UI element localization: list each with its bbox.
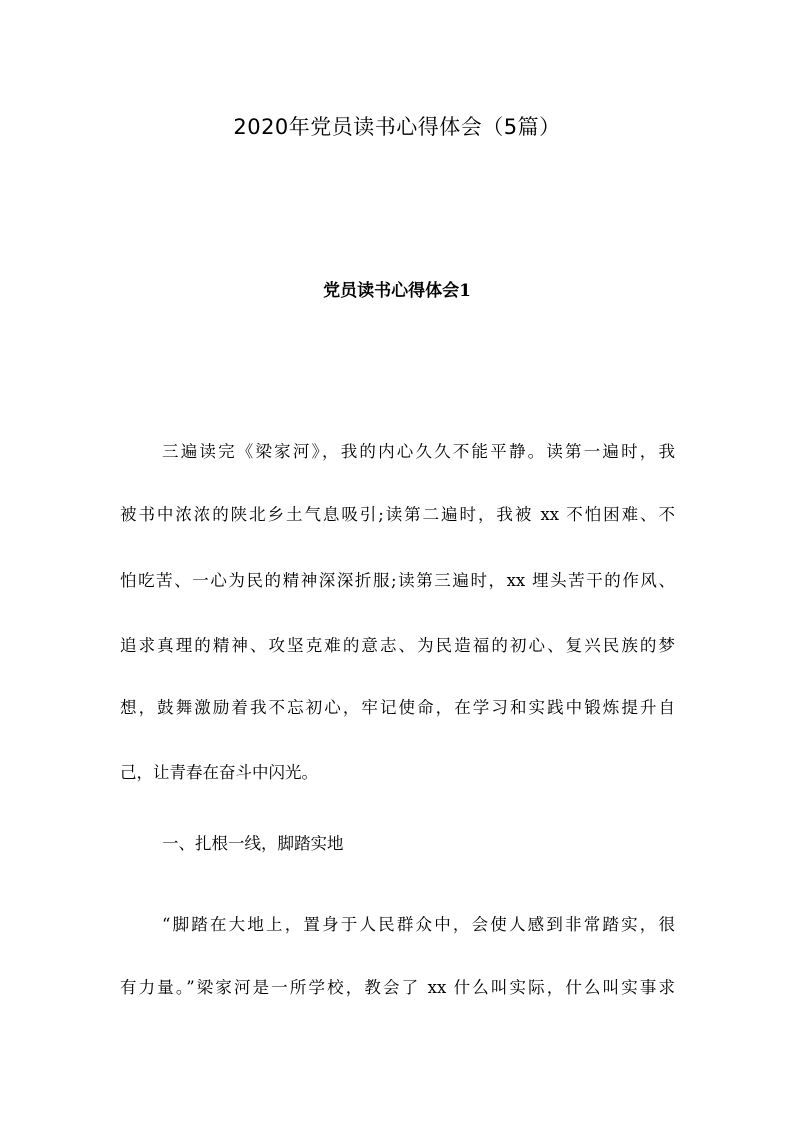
paragraph-line: 怕吃苦、一心为民的精神深深折服;读第三遍时，xx 埋头苦干的作风、: [120, 571, 675, 590]
paragraph-line: 己，让青春在奋斗中闪光。: [120, 763, 318, 782]
paragraph-line: 被书中浓浓的陕北乡土气息吸引;读第二遍时，我被 xx 不怕困难、不: [120, 505, 675, 524]
section-title: 党员读书心得体会1: [323, 281, 471, 301]
paragraph-line: 追求真理的精神、攻坚克难的意志、为民造福的初心、复兴民族的梦: [120, 636, 675, 655]
section-heading: 一、扎根一线，脚踏实地: [162, 834, 344, 853]
paragraph-line: 有力量。”梁家河是一所学校，教会了 xx 什么叫实际，什么叫实事求: [120, 978, 675, 997]
paragraph-line: 想，鼓舞激励着我不忘初心，牢记使命，在学习和实践中锻炼提升自: [120, 698, 675, 717]
paragraph-line: “脚踏在大地上，置身于人民群众中，会使人感到非常踏实，很: [162, 915, 675, 934]
document-title: 2020年党员读书心得体会（5篇）: [233, 115, 561, 139]
paragraph-line: 三遍读完《梁家河》，我的内心久久不能平静。读第一遍时，我: [162, 442, 675, 461]
